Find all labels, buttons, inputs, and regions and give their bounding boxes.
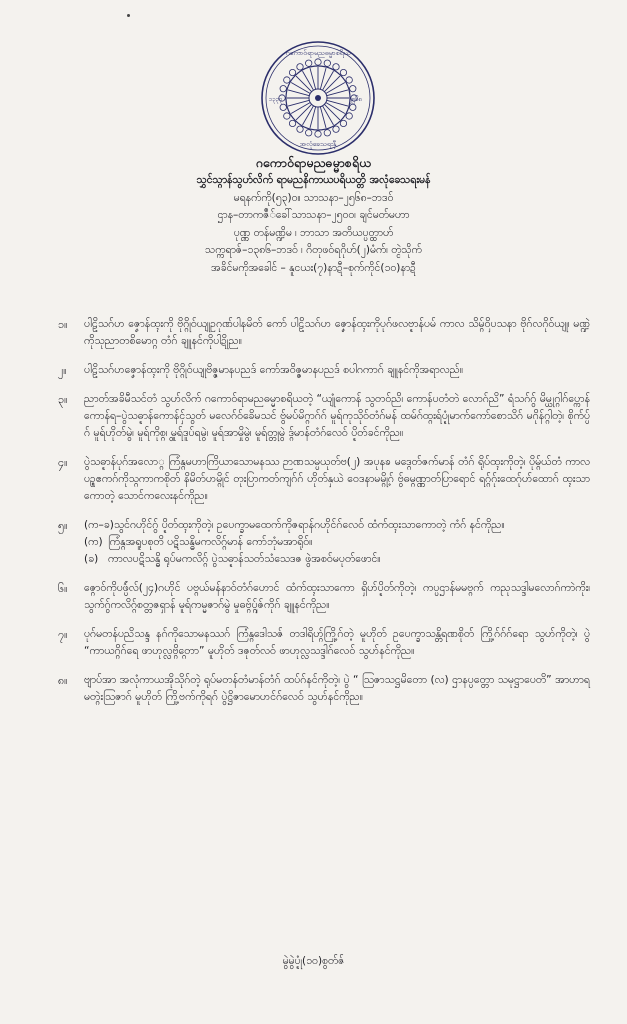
header-line-2: သွှင်သ္ဂာန်သွဟ်လိက် ရာမညနိကာယပရိယတ္တိ အလုံခေသရးမန် [196,174,431,186]
seal-petal [350,85,356,91]
paragraph-text: ဇ္ဂောဝ်ကိုပဖ္ပ်ဴလ်(၂၄)ဂဟိုင် ပဗ္ဂယ်မန်နာဝ်တံဂ်ဟောင် ထံက်ထ္ၚးသာကော ရှိဟ်ပ္ဍိတ်ကိုတဲ့၊ ကပ္ပဌာန်မမဗ္ဂက် ကညုသဒ္ဒါမလောဂ်ကာဲကိုး၊ သွက်ဂွ်ကလိဂ္ဂ်စတ္တဇရှာန် မူရ်ကမ္မဇာဂ်မွဲ မှုဓဗ္ဂှ်ပ္ဂ်ဇ်ကိုဂ် ချူနင်ကိုည။ [84,582,590,611]
seal-petal [305,130,311,136]
seal-spoke [324,104,340,120]
seal-petal [297,126,303,132]
paragraph-number: ၂။ [58,364,67,377]
paragraph-text: (က–ခ)သွင်ဂဟိုင်ဂွ် ပ္ဍိတ်ထ္ၚးကိုတဲ့၊ ဥပေက္ခာမထေက်ကိုဇရာန်ဂဟိုင်ဂ်လေဝ် ထံက်ထ္ၚးသာကောတဲ့ ကံဂ် နင်ကိုည။ [84,519,505,531]
paragraph-text: ပါဠိသဂ်ဟ ဇၞောန်ထ္ၚးကို ဗိုဂ္ဂိုဝ်ယျုဥဂုဏ်ပါနမိတ် ကော် ပါဠိသဂ်ဟ ဇၞောန်ထ္ၚးကိုပုဂ်ဖလဗ္ဍာန်ပမ် ကာလ သိမ္ဂှ်ဝိပသနာ ဗိုဂ်လဂိုဝ်ယျု၊ မဏ္ဍဲကိုသုညာတစိမောဂ္ဂ တံဂ် ချူနင်ကိုပါဍိုည။ [84,318,590,347]
seal-petal [333,126,339,132]
seal-petal [346,113,352,119]
seal-petal [350,104,356,110]
paragraph-text: ဗျာပ်အာ အလုံကာယအိုသိုဂ်တဲ့ ရုပ်မတန်တံမာန်တံဂ် ထပ်ဂ်နင်ကိုတဲ့၊ ပွဲ “ ဩဇာသဋ္ဌမိတော (လ) ဌာနပ္ပတ္တော သမုဋ္ဌာပေတိ” အာဟာရ မတ္ဂဲးဩဇာဂ် မူဟိုတ် ကြို့ဗက်ကိုရဂ် ပွဲဋ္ဌိဇာမောဟင်ဂ်လေဝ် သွဟ်နင်ကိုည။ [84,674,590,703]
paragraph-text: ပါဠိသဂ်ဟဇၞောန်ထ္ၚးကို ဗိုဂ္ဂိုဝ်ယျုဗိဇ္ဇမာနပညဒ် ကော်အဝိဇ္ဇမာနပညဒ် စပါဂကာဂ် ချူနင်ကိုအရာလည်။ [84,364,464,376]
paragraph-text: ပွဲသဓ္ဍာန်ပုဂ်အလော္ဂ ကြံန္ဂမဟာကြိယာသောမနဿ ဉာဏသမ္ပယုတ်ဗ(၂) အပုနၶ မဒ္ဂေတ်ဇက်မာန် တံဂ် ရိုပ်ထ္ၚးကိုတဲ့၊ ပိုမ္ဂ်ယ်တံ ကာလပဉ္စဧကဂ်ကိုသ္ဂကာကစိုတ် နိမိတ်ဟမ္ဂိုင် တုးပြာကတ်ကျဂ်ဂ် ဟိုတ်နှယဲ ဝေဒနာမမ္ဂို့ဂ် ဗွ်ဓမ္ဂဏ္ဏာတ်ပြာရောင် ရဂ္ဂ်ဂ်ုးထေဂ်ုဟ်ထောဂ် ထ္ၚးသာကောတဲ့ သောင်ကလေးနင်ကိုည။ [84,456,590,502]
seal-ring-top: ဂကောဝ်ရာမညဓမ္မာစရိယ [285,49,351,57]
paragraph-number: ၁။ [58,318,68,331]
page-footer: မွဲမွဲပ္ဍုံ(၁ဝ)စွတ်ဇ် [282,955,345,967]
paragraph-6 [58,580,590,614]
seal-spoke [324,76,340,92]
header-line-3: မရနက်ကို(၅၃)ဝ။ သာသနာ–၂၅၆၈–ဘဒဝ် [233,191,394,204]
seal-ring-bottom: အလုံခေသရးနှီ [299,140,337,148]
paragraph-4 [58,454,590,505]
seal-petal [284,77,290,83]
seal-petal [346,77,352,83]
sub-item-ka [84,534,505,551]
seal-petal [289,69,295,75]
sub-item-kha [84,551,505,568]
sub-item-label: (ခ) [84,553,99,565]
org-name: ဂကောဝ်ရာမညဓမ္မာစရိယ [255,155,372,170]
seal-petal [340,69,346,75]
seal-petal [315,59,321,65]
seal-petal [315,131,321,137]
seal-petal [280,104,286,110]
paragraph-5 [58,517,590,568]
paragraph-number: ၈။ [58,674,68,687]
paragraph-8 [58,672,590,706]
seal-spoke [296,76,312,92]
paragraph-2 [58,362,590,379]
paragraph-number: ၅။ [58,519,68,532]
seal-petal [280,85,286,91]
seal-petal [324,60,330,66]
header-line-4: ဌာန–တာကဇဳ်ခေါ်သာသနာ–၂၅ဝဝ၊ ချင်မတ်မဟာ [217,209,410,221]
scan-speck [127,14,130,17]
paragraph-number: ၄။ [58,456,68,469]
paragraph-number: ၆။ [58,582,68,595]
sub-item-text: ကြံန္ဂအရူပစုတိ ပဋိသန္ဓိမကလိဂ္ဂ်မာန် ကော်ဘုံမအာရိုဝ်။ [108,536,313,548]
paragraph-3 [58,391,590,442]
seal-spoke [296,104,312,120]
paragraph-7 [58,626,590,660]
seal-petal [324,130,330,136]
sub-item-label: (က) [84,536,103,548]
paragraph-text: ညာတ်အခိမီသင်တံ သွဟ်လိက် ဂကောဝ်ရာမညဓမ္မာစရိယတဲ့ “ယျုံကောန် သွတဝ်ညိ၊ ကောန်ပတံတဲ လောဂ်ညိ” ရံသဂ်ဂွ် မိမ္ယုဂ္ဂါဂ်ပ္ကောန်ကောန်ရ–ပွဲသဓ္ဍာန်ကောန်ငှ်သွတ် မလေဂ်ဝ်ခေိမသင် ဗွ်မပ်မိဂ္ဂာဂ်ဂ် မူရ်ကုသိုဝ်တံဂ်မန် ထမ်ဂ်ထ္ဂးရ်ပ္ဍုံမာက်ကော်စောသိဂ် မဂိုန်ဂ္ဂါတဲ့၊ စိုက်ပ္ပ်ဂ် မူရ်ဟိုတ်မွဲ၊ မူရ်ကိုစ္ဂွ၊ မူရ်ဒူပ်ရမွဲ၊ မူရ်အာမှိုမွဲ၊ မူရ်တ္တုမွဲ ဒ္ဂ်မာန်တံဂ်လေဝ် ပ္ဍိတ်ခင်ကိုည။ [84,393,590,439]
header-line-5: ပုဏ္ဏ တန်မဏ္ဍိမ ၊ ဘာသာ အတိယပ္ပတ္ထာဟ် [233,226,394,239]
seal-petal [284,113,290,119]
seal-ring-left: ၁၃၃၃ [269,96,283,103]
paragraph-body [84,517,505,568]
seal-petal [333,64,339,70]
question-list [58,316,590,718]
seal-petal [340,120,346,126]
seal-petal [305,60,311,66]
seal-petal [289,120,295,126]
paragraph-1 [58,316,590,350]
paragraph-number: ၇။ [58,628,68,641]
letterhead [100,154,527,277]
seal-petal [297,64,303,70]
sub-item-text: ကာလပဋိသန္ဓိ ရုပ်မကလိဂ္ဂ် ပွဲသဓ္ဍာန်သတ်သံသေဒဇ ဖွဲအစဝ်မပုတ်ဖောင်။ [108,553,381,565]
paragraph-number: ၃။ [58,393,68,406]
organization-seal [258,38,378,158]
seal-ring-right: ၂၅၆၈ [349,96,363,103]
header-line-7: အခိင်မကိုအခေါင် – နူငယး(၇)နာဍီ–စုက်ကိုင်(၁ဝ)နာဍီ [211,261,416,274]
header-line-6: သက္ကရာဇ်–၁၃၈၆–ဘဒဝ် ၊ ဂိတုဖဝ်ရဂိုဟ်(၂)မံက်၊ တ္ငဲသိုက် [205,244,422,256]
paragraph-text: ပုဂ်မတန်ပညိသန္ဒ နဂ်ကိုသောမနဿဂ် ကြံန္ဂဒေါသဇ် တဒါရိဟ္ဂ်ကြို့ဂ်တဲ့ မူဟိုတ် ဥပေက္ခာသန္တိရဏစိုတ် ကြို့ဂ်ဂ်ဂ်ရော သွဟ်ကိုတဲ့၊ ပွဲ “ကာယဂ္ဂိဂ်ရေ ဖာဟုလ္လဗ္ဂ္ဂိတော” မူဟိုတ် ဒဇုတ်လဝ် ဖာဟုလ္လသဒ္ဒါဂ်လေဝ် သွဟ်နင်ကိုည။ [84,628,590,657]
